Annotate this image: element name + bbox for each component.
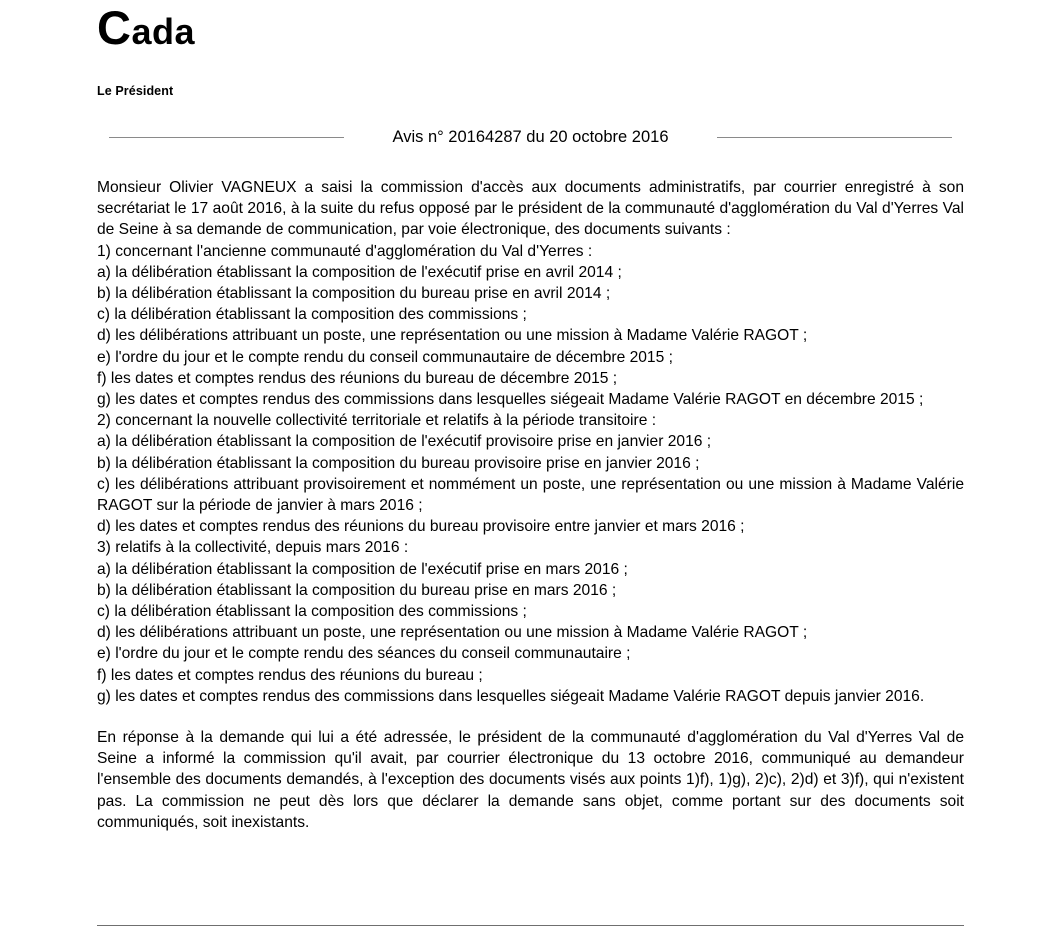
page-title: Avis n° 20164287 du 20 octobre 2016: [392, 128, 669, 146]
list-item: 1) concernant l'ancienne communauté d'agglomération du Val d'Yerres :: [97, 242, 593, 260]
body-paragraph-intro: [97, 177, 964, 707]
title-row: [97, 128, 964, 147]
list-item: f) les dates et comptes rendus des réunions du bureau ;: [97, 666, 483, 684]
title-rule-left: [109, 137, 344, 138]
list-item: a) la délibération établissant la composition de l'exécutif prise en avril 2014 ;: [97, 263, 622, 281]
document-body: [97, 177, 964, 833]
list-item: d) les dates et comptes rendus des réunions du bureau provisoire entre janvier et mars 2016 ;: [97, 518, 745, 536]
list-item: g) les dates et comptes rendus des commissions dans lesquelles siégeait Madame Valérie RAGOT depuis janvier 2016.: [97, 687, 925, 705]
footer-divider: [97, 925, 964, 926]
list-item: d) les délibérations attribuant un poste, une représentation ou une mission à Madame Valérie RAGOT ;: [97, 327, 808, 345]
list-item: b) la délibération établissant la composition du bureau prise en avril 2014 ;: [97, 285, 611, 303]
intro-text: Monsieur Olivier VAGNEUX a saisi la commission d'accès aux documents administratifs, par courrier enregistré à son secrétariat le 17 août 2016, à la suite du refus opposé par le président de la communauté d'agglomération du Val d'Yerres Val de Seine à sa demande de communication, par voie électronique, des documents suivants :: [97, 179, 964, 239]
body-paragraph-response: En réponse à la demande qui lui a été adressée, le président de la communauté d'agglomération du Val d'Yerres Val de Seine a informé la commission qu'il avait, par courrier électronique du 13 octobre 2016, communiqué au demandeur l'ensemble des documents demandés, à l'exception des documents visés aux points 1)f), 1)g), 2)c), 2)d) et 3)f), qui n'existent pas. La commission ne peut dès lors que déclarer la demande sans objet, comme portant sur des documents soit communiqués, soit inexistants.: [97, 729, 964, 831]
list-item: 3) relatifs à la collectivité, depuis mars 2016 :: [97, 539, 409, 557]
title-rule-right: [717, 137, 952, 138]
logo-text: ada: [131, 11, 195, 52]
list-item: c) les délibérations attribuant provisoirement et nommément un poste, une représentation ou une mission à Madame Valérie RAGOT sur la période de janvier à mars 2016 ;: [97, 475, 964, 515]
list-item: a) la délibération établissant la composition de l'exécutif prise en mars 2016 ;: [97, 560, 628, 578]
list-item: b) la délibération établissant la composition du bureau prise en mars 2016 ;: [97, 581, 617, 599]
list-item: e) l'ordre du jour et le compte rendu des séances du conseil communautaire ;: [97, 645, 631, 663]
cada-logo: [97, 0, 964, 58]
list-item: g) les dates et comptes rendus des commissions dans lesquelles siégeait Madame Valérie RAGOT en décembre 2015 ;: [97, 391, 924, 409]
document-subtitle: Le Président: [97, 84, 174, 98]
list-item: e) l'ordre du jour et le compte rendu du conseil communautaire de décembre 2015 ;: [97, 348, 673, 366]
list-item: f) les dates et comptes rendus des réunions du bureau de décembre 2015 ;: [97, 369, 618, 387]
logo-initial: C: [97, 1, 132, 54]
list-item: c) la délibération établissant la composition des commissions ;: [97, 306, 527, 324]
list-item: 2) concernant la nouvelle collectivité territoriale et relatifs à la période transitoire :: [97, 412, 657, 430]
list-item: c) la délibération établissant la composition des commissions ;: [97, 603, 527, 621]
list-item: a) la délibération établissant la composition de l'exécutif provisoire prise en janvier 2016 ;: [97, 433, 712, 451]
list-item: b) la délibération établissant la composition du bureau provisoire prise en janvier 2016 ;: [97, 454, 700, 472]
list-item: d) les délibérations attribuant un poste, une représentation ou une mission à Madame Valérie RAGOT ;: [97, 624, 808, 642]
